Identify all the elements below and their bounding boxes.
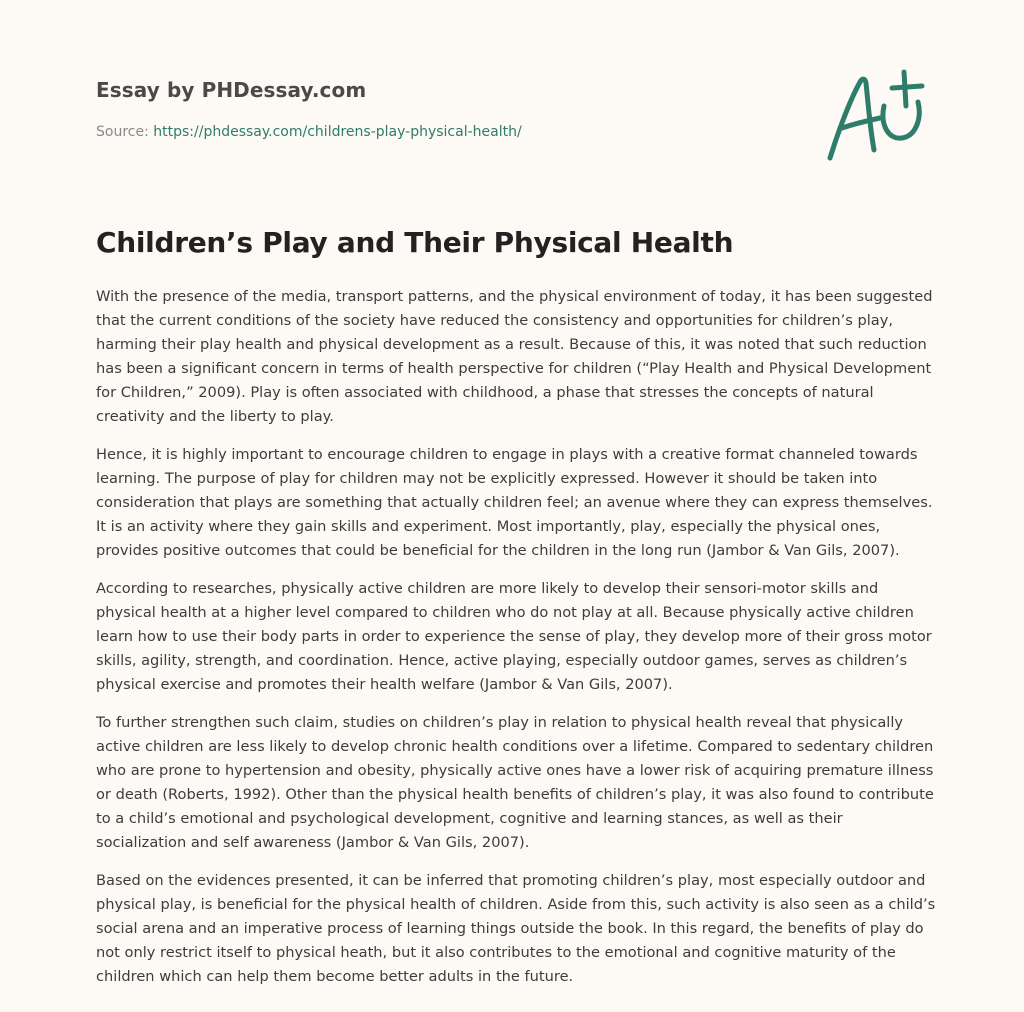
source-label: Source: [96,124,149,140]
essay-paragraph: With the presence of the media, transport patterns, and the physical environment of today, it has been suggested that the current conditions of the society have reduced the consistency and opportunities for children’s play, harming their play health and physical development as a result. Because of this, it was noted that such reduction has been a significant concern in terms of health perspective for children (“Play Health and Physical Development for Children,” 2009). Play is often associated with childhood, a phase that stresses the concepts of natural creativity and the liberty to play. [96,288,933,425]
essay-paragraph: To further strengthen such claim, studies on children’s play in relation to physical health reveal that physically active children are less likely to develop chronic health conditions over a lifetime. Compared to sedentary children who are prone to hypertension and obesity, physically active ones have a lower risk of acquiring premature illness or death (Roberts, 1992). Other than the physical health benefits of children’s play, it was also found to contribute to a child’s emotional and psychological development, cognitive and learning stances, as well as their socialization and self awareness (Jambor & Van Gils, 2007). [96,714,934,851]
source-link[interactable]: https://phdessay.com/childrens-play-physical-health/ [153,124,522,140]
site-brand: Essay by PHDessay.com [96,78,367,102]
essay-paragraph: Based on the evidences presented, it can be inferred that promoting children’s play, most especially outdoor and physical play, is beneficial for the physical health of children. Aside from this, such activity is also seen as a child’s social arena and an imperative process of learning things outside the book. In this regard, the benefits of play do not only restrict itself to physical heath, but it also contributes to the emotional and cognitive maturity of the children which can help them become better adults in the future. [96,872,936,985]
source-line [96,124,522,140]
essay-title: Children’s Play and Their Physical Health [96,226,734,259]
essay-paragraph: According to researches, physically active children are more likely to develop their sensori-motor skills and physical health at a higher level compared to children who do not play at all. Because physically active children learn how to use their body parts in order to experience the sense of play, they develop more of their gross motor skills, agility, strength, and coordination. Hence, active playing, especially outdoor games, serves as children’s physical exercise and promotes their health welfare (Jambor & Van Gils, 2007). [96,580,932,693]
a-plus-grade-icon [822,66,930,166]
essay-body [96,285,936,1003]
essay-paragraph: Hence, it is highly important to encourage children to engage in plays with a creative format channeled towards learning. The purpose of play for children may not be explicitly expressed. However it should be taken into consideration that plays are something that actually children feel; an avenue where they can express themselves. It is an activity where they gain skills and experiment. Most importantly, play, especially the physical ones, provides positive outcomes that could be beneficial for the children in the long run (Jambor & Van Gils, 2007). [96,446,933,559]
